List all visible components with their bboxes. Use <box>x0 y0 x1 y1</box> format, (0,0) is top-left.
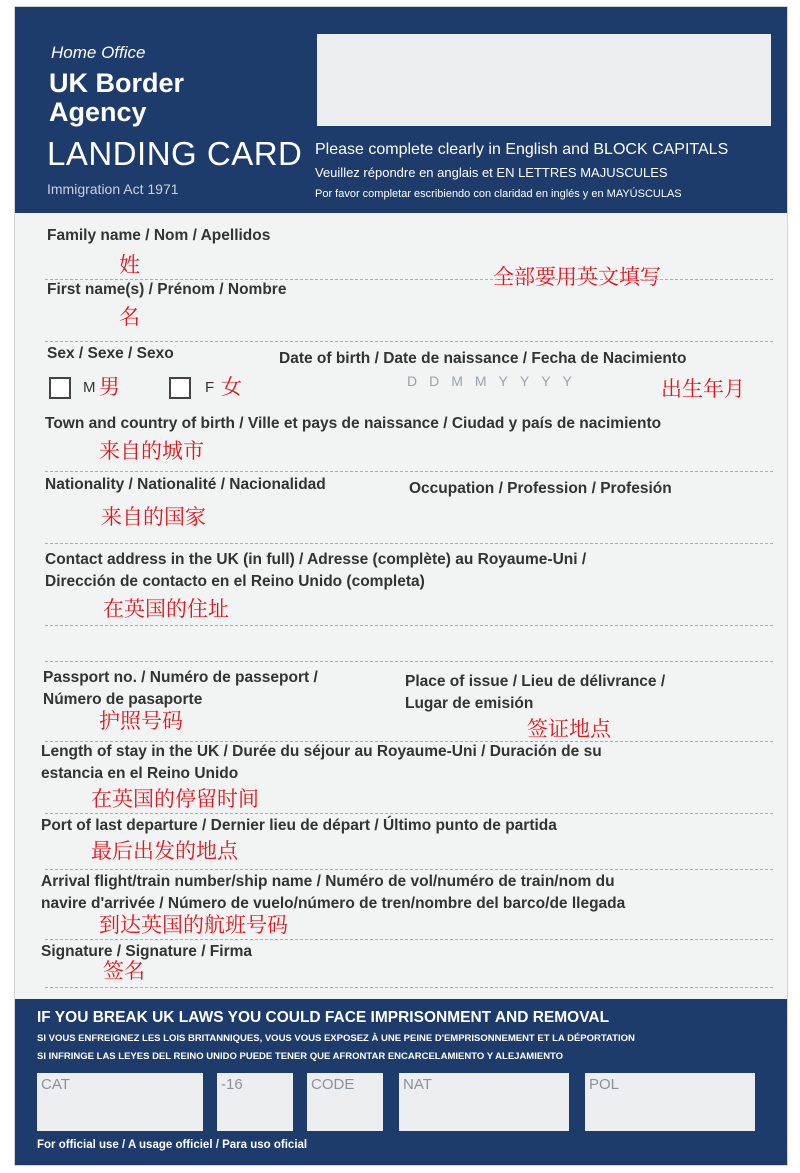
instruction-french: Veuillez répondre en anglais et EN LETTRES MAJUSCULES <box>315 165 668 180</box>
card-footer <box>15 999 787 1165</box>
annotation-male: 男 <box>99 375 120 399</box>
stay-field[interactable] <box>45 813 773 814</box>
place-issue-label-line1: Place of issue / Lieu de délivrance / <box>405 673 666 690</box>
official-box-16[interactable] <box>217 1073 293 1131</box>
signature-field[interactable] <box>45 987 773 988</box>
annotation-flight: 到达英国的航班号码 <box>99 913 288 937</box>
official-box-label: -16 <box>221 1076 243 1093</box>
official-box-label: NAT <box>403 1076 432 1093</box>
arrival-label-line1: Arrival flight/train number/ship name / Numéro de vol/numéro de train/nom du <box>41 873 615 890</box>
sex-female-label: F <box>205 379 215 396</box>
act-reference: Immigration Act 1971 <box>47 181 179 197</box>
sex-male-checkbox[interactable] <box>49 377 71 399</box>
arrival-field[interactable] <box>45 939 773 940</box>
landing-card <box>14 6 788 1166</box>
dob-label: Date of birth / Date de naissance / Fecha de Nacimiento <box>279 350 687 367</box>
official-box-nat[interactable] <box>399 1073 569 1131</box>
official-box-cat[interactable] <box>37 1073 203 1131</box>
family-name-label: Family name / Nom / Apellidos <box>47 227 271 244</box>
annotation-surname: 姓 <box>119 253 140 277</box>
annotation-visa-place: 签证地点 <box>527 717 611 741</box>
passport-label-line2: Número de pasaporte <box>43 691 203 708</box>
annotation-passport: 护照号码 <box>99 709 183 733</box>
warning-spanish: SI INFRINGE LAS LEYES DEL REINO UNIDO PUEDE TENER QUE AFRONTAR ENCARCELAMIENTO Y ALEJAMIENTO <box>37 1051 564 1062</box>
birth-place-label: Town and country of birth / Ville et pays de naissance / Ciudad y país de nacimiento <box>45 415 662 432</box>
annotation-given-name: 名 <box>119 305 140 329</box>
address-label-line1: Contact address in the UK (in full) / Adresse (complète) au Royaume-Uni / <box>45 551 587 568</box>
official-box-label: CODE <box>311 1076 355 1093</box>
warning-french: SI VOUS ENFREIGNEZ LES LOIS BRITANNIQUES, VOUS VOUS EXPOSEZ À UNE PEINE D'EMPRISONNEMENT ET LA DÉPORTATION <box>37 1033 635 1044</box>
port-field[interactable] <box>45 869 773 870</box>
annotation-stay: 在英国的停留时间 <box>91 787 259 811</box>
official-box-code[interactable] <box>307 1073 383 1131</box>
annotation-birth-date: 出生年月 <box>661 377 745 401</box>
annotation-female: 女 <box>221 375 242 399</box>
agency-name: UK Border Agency <box>49 68 185 127</box>
annotation-sign: 签名 <box>103 959 145 983</box>
address-label-line2: Dirección de contacto en el Reino Unido (completa) <box>45 573 425 590</box>
address-field-line1[interactable] <box>45 625 773 626</box>
port-label: Port of last departure / Dernier lieu de départ / Último punto de partida <box>41 817 557 834</box>
annotation-address: 在英国的住址 <box>103 597 229 621</box>
card-title: LANDING CARD <box>47 135 303 172</box>
address-field-line2[interactable] <box>45 661 773 662</box>
first-name-field[interactable] <box>45 341 773 342</box>
arrival-label-line2: navire d'arrivée / Número de vuelo/número de tren/nombre del barco/de llegada <box>41 895 626 912</box>
stay-label-line2: estancia en el Reino Unido <box>41 765 239 782</box>
stay-label-line1: Length of stay in the UK / Durée du séjour au Royaume-Uni / Duración de su <box>41 743 602 760</box>
annotation-city: 来自的城市 <box>99 439 204 463</box>
sex-male-label: M <box>83 379 96 396</box>
home-office-logo: Home Office <box>51 43 146 62</box>
place-issue-label-line2: Lugar de emisión <box>405 695 534 712</box>
sex-female-checkbox[interactable] <box>169 377 191 399</box>
first-name-label: First name(s) / Prénom / Nombre <box>47 281 287 298</box>
birth-place-field[interactable] <box>45 471 773 472</box>
instruction-spanish: Por favor completar escribiendo con claridad en inglés y en MAYÚSCULAS <box>315 188 682 200</box>
annotation-last-departure: 最后出发的地点 <box>91 839 238 863</box>
annotation-english-note: 全部要用英文填写 <box>493 265 661 289</box>
official-box-label: POL <box>589 1076 620 1093</box>
nationality-label: Nationality / Nationalité / Nacionalidad <box>45 476 326 493</box>
instruction-english: Please complete clearly in English and BLOCK CAPITALS <box>315 141 729 158</box>
sex-label: Sex / Sexe / Sexo <box>47 345 174 362</box>
official-box-label: CAT <box>41 1076 70 1093</box>
annotation-country: 来自的国家 <box>101 505 206 529</box>
signature-label: Signature / Signature / Firma <box>41 943 253 960</box>
official-box-pol[interactable] <box>585 1073 755 1131</box>
card-header <box>15 7 787 213</box>
occupation-label: Occupation / Profession / Profesión <box>409 480 672 497</box>
nationality-field[interactable] <box>45 543 773 544</box>
header-blank-box <box>317 34 771 126</box>
passport-label-line1: Passport no. / Numéro de passeport / <box>43 669 318 686</box>
official-use-label: For official use / A usage officiel / Para uso oficial <box>37 1139 308 1151</box>
warning-english: IF YOU BREAK UK LAWS YOU COULD FACE IMPRISONMENT AND REMOVAL <box>37 1009 610 1026</box>
dob-input[interactable]: DDMMYYYY <box>407 373 584 389</box>
